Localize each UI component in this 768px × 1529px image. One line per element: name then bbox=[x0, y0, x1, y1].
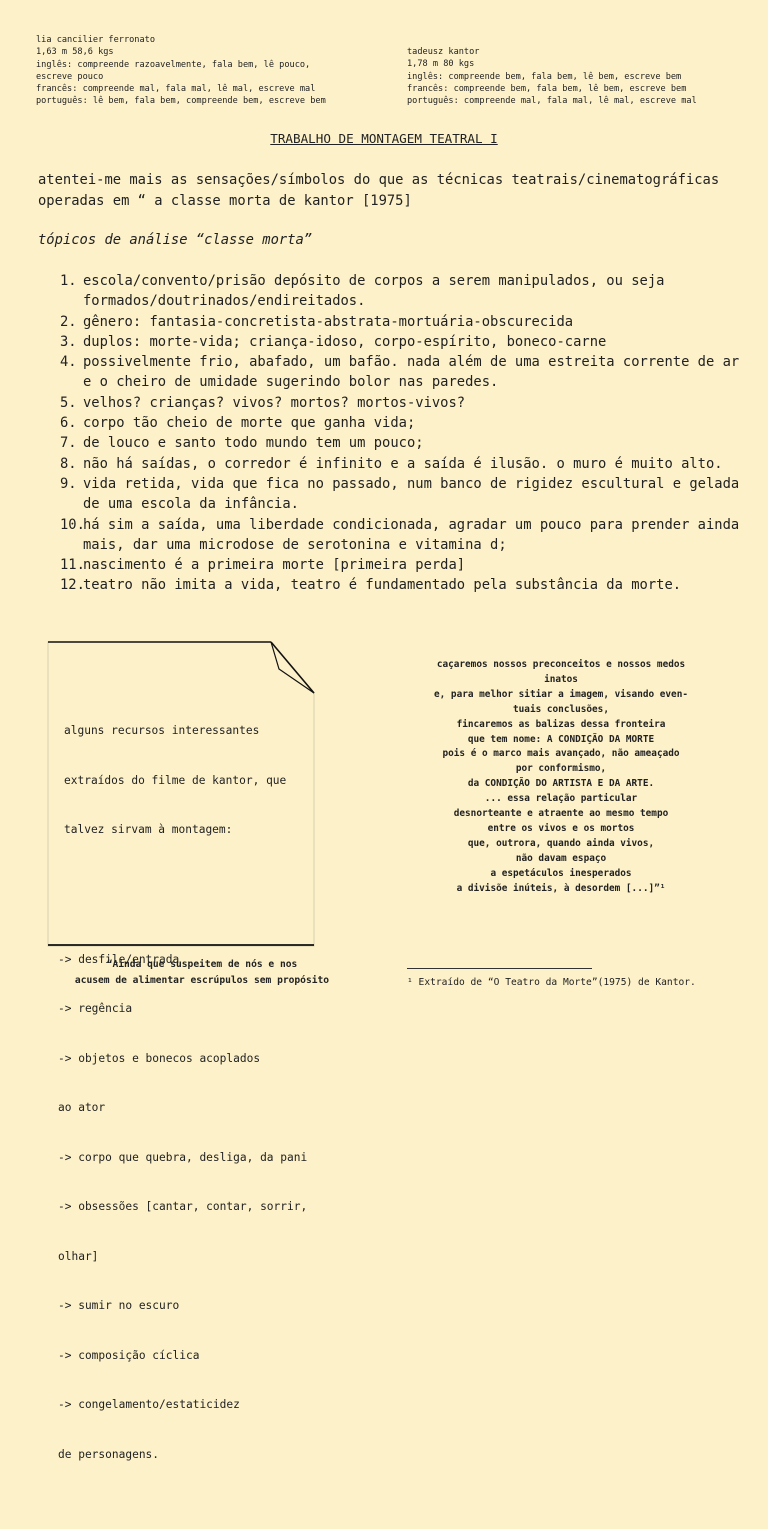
bio-line: francês: compreende mal, fala mal, lê mal, escreve mal bbox=[36, 84, 316, 95]
bio-line: 1,63 m 58,6 kgs bbox=[36, 47, 114, 58]
item-text: possivelmente frio, abafado, um bafão. nada além de uma estreita corrente de ar e o cheiro de umidade sugerindo bolor nas paredes. bbox=[83, 354, 740, 391]
note-item: -> objetos e bonecos acoplados bbox=[58, 1051, 261, 1065]
item-number: 6. bbox=[60, 415, 77, 432]
list-item bbox=[0, 433, 740, 453]
list-item bbox=[0, 515, 740, 556]
bio-line: tadeusz kantor bbox=[407, 47, 480, 57]
quote-line: caçaremos nossos preconceitos e nossos medos bbox=[436, 659, 686, 670]
item-text: duplos: morte-vida; criança-idoso, corpo-espírito, boneco-carne bbox=[83, 333, 607, 350]
item-number: 1. bbox=[60, 273, 77, 289]
note-item: -> regência bbox=[58, 1002, 133, 1015]
note-intro bbox=[64, 690, 316, 872]
note-item: -> sumir no escuro bbox=[58, 1299, 180, 1312]
bio-line: português: lê bem, fala bem, compreende bem, escreve bem bbox=[36, 96, 326, 107]
note-item: -> congelamento/estaticidez bbox=[58, 1398, 240, 1411]
item-text: não há saídas, o corredor é infinito e a saída é ilusão. o muro é muito alto. bbox=[83, 455, 723, 472]
bio-line: lia cancilier ferronato bbox=[36, 35, 155, 45]
topics-list bbox=[0, 271, 740, 596]
note-item: -> corpo que quebra, desliga, da pani bbox=[58, 1150, 308, 1164]
list-item bbox=[0, 413, 740, 433]
card-quote bbox=[46, 957, 358, 989]
kantor-quote bbox=[408, 658, 714, 897]
item-number: 11. bbox=[60, 557, 85, 574]
list-item bbox=[0, 575, 740, 595]
bio-line: inglês: compreende bem, fala bem, lê bem, escreve bem bbox=[407, 71, 682, 82]
note-intro-line: alguns recursos interessantes bbox=[64, 724, 260, 737]
topics-heading: tópicos de análise “classe morta” bbox=[38, 232, 313, 248]
note-intro-line: talvez sirvam à montagem: bbox=[64, 823, 233, 836]
quote-line: ... essa relação particular bbox=[484, 793, 638, 805]
item-number: 8. bbox=[60, 455, 77, 472]
note-intro-line: extraídos do filme de kantor, que bbox=[64, 773, 287, 787]
quote-line: entre os vivos e os mortos bbox=[487, 822, 635, 834]
item-text: nascimento é a primeira morte [primeira perda] bbox=[83, 557, 466, 574]
list-item bbox=[0, 332, 740, 352]
quote-line: fincaremos as balizas dessa fronteira bbox=[456, 718, 666, 730]
item-number: 9. bbox=[60, 475, 77, 492]
item-number: 7. bbox=[60, 435, 77, 452]
bio-line: escreve pouco bbox=[36, 71, 104, 82]
list-item bbox=[0, 352, 740, 393]
intro-paragraph: atentei-me mais as sensações/símbolos do que as técnicas teatrais/cinematográficas operadas em “ a classe morta de kantor [1975] bbox=[38, 172, 720, 209]
note-card-body bbox=[58, 657, 316, 1529]
quote-line: a divisõe inúteis, à desordem [...]”¹ bbox=[456, 882, 666, 894]
quote-line: tuais conclusões, bbox=[513, 703, 609, 715]
bio-line: 1,78 m 80 kgs bbox=[407, 59, 475, 70]
item-text: vida retida, vida que fica no passado, num banco de rigidez escultural e gelada de uma escola da infância. bbox=[83, 475, 740, 513]
item-number: 10. bbox=[60, 516, 85, 533]
quote-line: inatos bbox=[544, 673, 578, 685]
quote-line: não davam espaço bbox=[515, 852, 607, 864]
quote-line: que, outrora, quando ainda vivos, bbox=[467, 837, 655, 849]
item-text: gênero: fantasia-concretista-abstrata-mortuária-obscurecida bbox=[83, 313, 574, 330]
note-item: -> desfile/entrada bbox=[58, 952, 180, 966]
item-text: de louco e santo todo mundo tem um pouco; bbox=[83, 435, 424, 452]
item-text: velhos? crianças? vivos? mortos? mortos-vivos? bbox=[83, 394, 466, 411]
item-text: há sim a saída, uma liberdade condicionada, agradar um pouco para prender ainda mais, dar uma microdose de serotonina e vitamina d; bbox=[83, 516, 740, 553]
footnote-divider bbox=[407, 968, 592, 969]
item-number: 12. bbox=[60, 577, 85, 594]
note-item: -> composição cíclica bbox=[58, 1348, 200, 1362]
footnote: ¹ Extraído de “O Teatro da Morte”(1975) de Kantor. bbox=[407, 977, 696, 988]
quote-line: e, para melhor sitiar a imagem, visando even- bbox=[434, 688, 688, 700]
note-items bbox=[58, 919, 316, 1497]
bio-line: inglês: compreende razoavelmente, fala bem, lê pouco, bbox=[36, 59, 311, 70]
quote-line: “Ainda que suspeitem de nós e nos bbox=[106, 959, 298, 970]
bio-line: português: compreende mal, fala mal, lê mal, escreve mal bbox=[407, 96, 697, 107]
quote-line: pois é o marco mais avançado, não ameaçado bbox=[442, 748, 680, 760]
list-item bbox=[0, 312, 740, 332]
quote-line: que tem nome: A CONDIÇÃO DA MORTE bbox=[467, 733, 655, 745]
item-text: escola/convento/prisão depósito de corpos a serem manipulados, ou seja formados/doutrinados/endireitados. bbox=[83, 273, 665, 310]
document-title: TRABALHO DE MONTAGEM TEATRAL I bbox=[270, 131, 498, 146]
item-number: 3. bbox=[60, 333, 77, 350]
item-number: 4. bbox=[60, 354, 77, 371]
bio-line: francês: compreende bem, fala bem, lê bem, escreve bem bbox=[407, 83, 687, 94]
list-item bbox=[0, 555, 740, 575]
quote-line: desnorteante e atraente ao mesmo tempo bbox=[453, 808, 669, 820]
item-number: 5. bbox=[60, 394, 77, 411]
note-item: ao ator bbox=[58, 1101, 106, 1114]
list-item bbox=[0, 393, 740, 413]
note-item: olhar] bbox=[58, 1249, 99, 1263]
item-text: corpo tão cheio de morte que ganha vida; bbox=[83, 415, 416, 432]
note-item: de personagens. bbox=[58, 1447, 160, 1461]
item-number: 2. bbox=[60, 313, 77, 330]
quote-line: da CONDIÇÃO DO ARTISTA E DA ARTE. bbox=[467, 778, 655, 790]
bio-kantor bbox=[407, 46, 697, 107]
note-item: -> obsessões [cantar, contar, sorrir, bbox=[58, 1200, 308, 1213]
list-item bbox=[0, 271, 740, 312]
bio-lia bbox=[36, 34, 326, 108]
quote-line: acusem de alimentar escrúpulos sem propósito bbox=[74, 975, 330, 986]
quote-line: a espetáculos inesperados bbox=[490, 867, 632, 879]
item-text: teatro não imita a vida, teatro é fundamentado pela substância da morte. bbox=[83, 577, 682, 594]
quote-line: por conformismo, bbox=[515, 763, 607, 775]
list-item bbox=[0, 474, 740, 515]
list-item bbox=[0, 454, 740, 474]
